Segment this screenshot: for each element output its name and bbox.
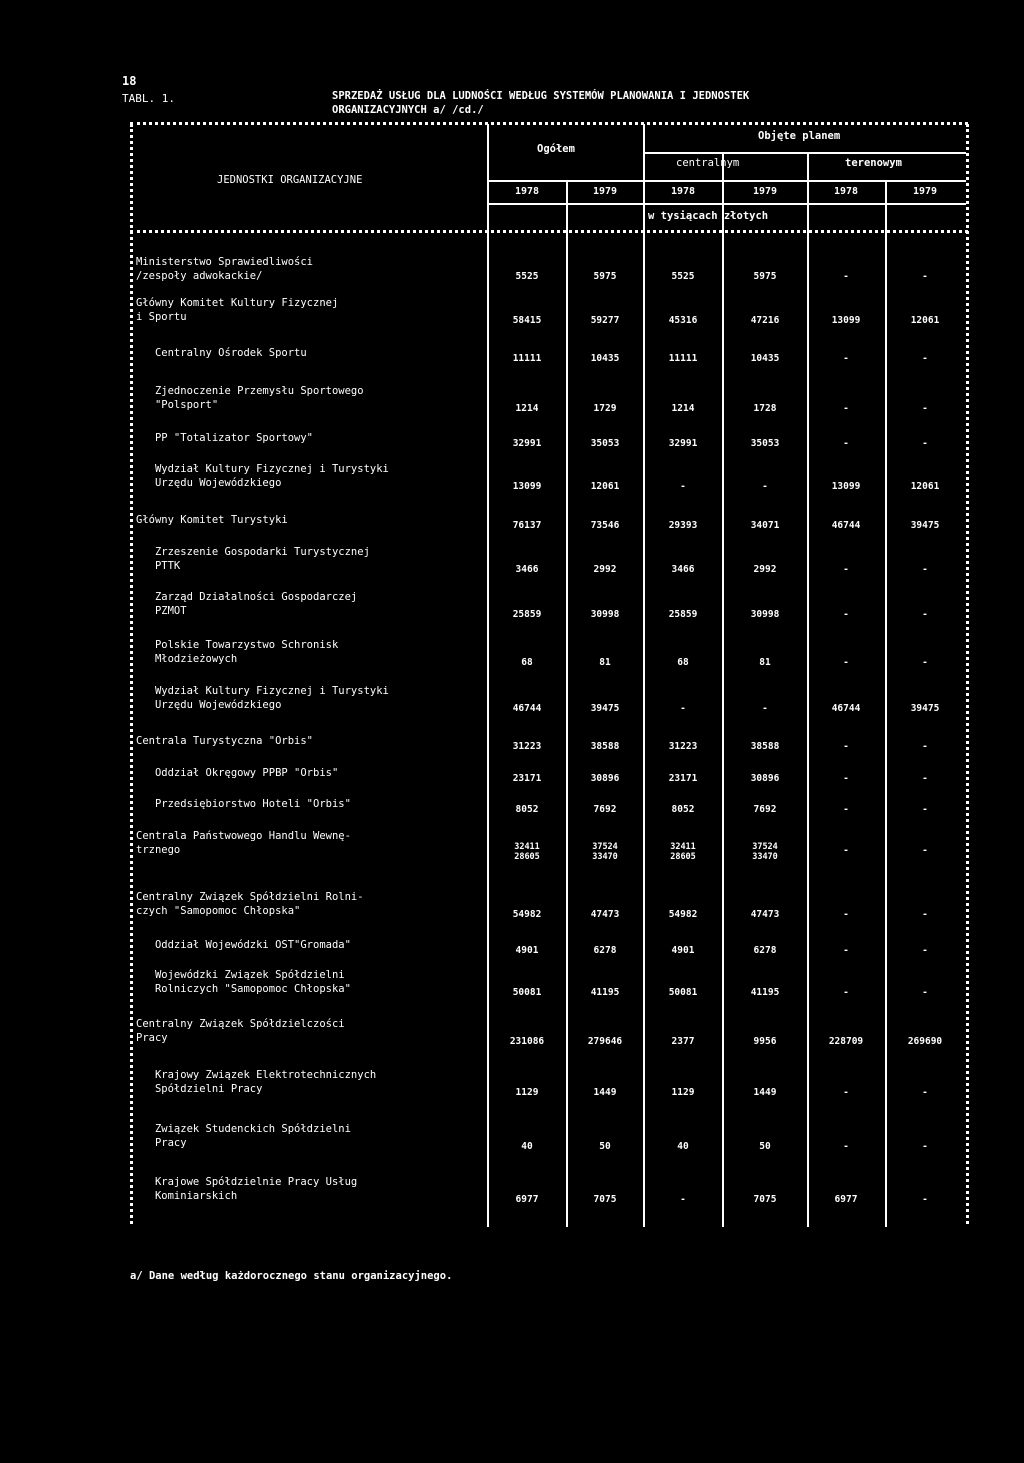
cell-value: -: [922, 773, 928, 784]
cell-value: 59277: [590, 315, 620, 326]
row-label: PP "Totalizator Sportowy": [136, 432, 314, 444]
cell-value: 40: [521, 1141, 533, 1152]
cell-value: -: [843, 609, 849, 620]
cell-value: 7075: [753, 1194, 777, 1205]
row-label: Centrala Państwowego Handlu Wewnę- trznego: [136, 830, 351, 856]
cell-value: -: [922, 564, 928, 575]
header-year: 1978: [833, 186, 859, 197]
cell-value: -: [843, 741, 849, 752]
cell-value: -: [843, 945, 849, 956]
cell-value: 7692: [753, 804, 777, 815]
cell-value: 45316: [668, 315, 698, 326]
cell-value: 7075: [593, 1194, 617, 1205]
cell-value: 5975: [753, 271, 777, 282]
cell-value: 4901: [515, 945, 539, 956]
cell-value: -: [843, 987, 849, 998]
row-label: Przedsiębiorstwo Hoteli "Orbis": [136, 798, 351, 810]
cell-value: 1214: [515, 403, 539, 414]
cell-value: 35053: [590, 438, 620, 449]
cell-value: -: [762, 703, 768, 714]
cell-value: 25859: [512, 609, 542, 620]
cell-value: 76137: [512, 520, 542, 531]
cell-value: 32411 28605: [514, 842, 540, 862]
top-border: [130, 122, 968, 125]
cell-value: 68: [677, 657, 689, 668]
row-label: Ministerstwo Sprawiedliwości /zespoły adwokackie/: [136, 256, 314, 282]
cell-value: -: [922, 804, 928, 815]
cell-value: 81: [599, 657, 611, 668]
cell-value: -: [922, 845, 928, 856]
cell-value: -: [762, 481, 768, 492]
cell-value: 32991: [512, 438, 542, 449]
cell-value: 11111: [668, 353, 698, 364]
cell-value: 8052: [671, 804, 695, 815]
cell-value: 4901: [671, 945, 695, 956]
cell-value: -: [843, 845, 849, 856]
row-label: Centrala Turystyczna "Orbis": [136, 735, 314, 747]
row-label: Wydział Kultury Fizycznej i Turystyki Urzędu Wojewódzkiego: [154, 463, 389, 489]
left-border: [130, 124, 133, 1224]
cell-value: -: [843, 271, 849, 282]
cell-value: 12061: [910, 315, 940, 326]
cell-value: -: [843, 773, 849, 784]
cell-value: -: [922, 271, 928, 282]
cell-value: 2992: [753, 564, 777, 575]
header-year: 1978: [514, 186, 540, 197]
cell-value: 73546: [590, 520, 620, 531]
row-label: Centralny Związek Spółdzielni Rolni- czych "Samopomoc Chłopska": [136, 891, 364, 917]
header-year: 1978: [670, 186, 696, 197]
cell-value: 6977: [834, 1194, 858, 1205]
cell-value: 10435: [750, 353, 780, 364]
row-label: Główny Komitet Kultury Fizycznej i Sportu: [136, 297, 339, 323]
cell-value: -: [922, 609, 928, 620]
cell-value: 13099: [831, 315, 861, 326]
row-label: Zrzeszenie Gospodarki Turystycznej PTTK: [154, 546, 370, 572]
cell-value: -: [922, 741, 928, 752]
cell-value: -: [680, 1194, 686, 1205]
right-border: [966, 124, 969, 1224]
cell-value: 3466: [515, 564, 539, 575]
cell-value: 269690: [907, 1036, 943, 1047]
col-divider-units: [487, 124, 489, 1227]
cell-value: -: [922, 1141, 928, 1152]
row-label: Krajowe Spółdzielnie Pracy Usług Kominiarskich: [154, 1176, 358, 1202]
row-label: Krajowy Związek Elektrotechnicznych Spółdzielni Pracy: [154, 1069, 377, 1095]
cell-value: 47473: [590, 909, 620, 920]
cell-value: 68: [521, 657, 533, 668]
table-title-line1: SPRZEDAŻ USŁUG DLA LUDNOŚCI WEDŁUG SYSTEMÓW PLANOWANIA I JEDNOSTEK: [332, 90, 750, 102]
header-covered: Objęte planem: [758, 130, 841, 142]
cell-value: 30896: [590, 773, 620, 784]
cell-value: 25859: [668, 609, 698, 620]
cell-value: 6278: [753, 945, 777, 956]
cell-value: 1129: [515, 1087, 539, 1098]
col-divider-5: [885, 180, 887, 1227]
cell-value: -: [843, 1087, 849, 1098]
cell-value: 1449: [593, 1087, 617, 1098]
cell-value: 2377: [671, 1036, 695, 1047]
cell-value: 35053: [750, 438, 780, 449]
cell-value: -: [843, 657, 849, 668]
cell-value: -: [680, 481, 686, 492]
cell-value: 10435: [590, 353, 620, 364]
cell-value: 1449: [753, 1087, 777, 1098]
cell-value: 5975: [593, 271, 617, 282]
cell-value: -: [843, 564, 849, 575]
cell-value: 30998: [750, 609, 780, 620]
cell-value: 41195: [750, 987, 780, 998]
cell-value: 47473: [750, 909, 780, 920]
cell-value: 3466: [671, 564, 695, 575]
header-line-years: [487, 180, 966, 182]
cell-value: 50081: [668, 987, 698, 998]
cell-value: 34071: [750, 520, 780, 531]
header-unit-note: w tysiącach złotych: [648, 210, 769, 222]
cell-value: 12061: [910, 481, 940, 492]
cell-value: 23171: [512, 773, 542, 784]
cell-value: -: [922, 945, 928, 956]
header-territorial: terenowym: [845, 157, 902, 169]
cell-value: 58415: [512, 315, 542, 326]
cell-value: 31223: [512, 741, 542, 752]
cell-value: 46744: [831, 520, 861, 531]
header-total: Ogółem: [537, 143, 575, 155]
col-divider-1: [566, 180, 568, 1227]
row-label: Oddział Okręgowy PPBP "Orbis": [136, 767, 339, 779]
table-label: TABL. 1.: [122, 92, 175, 105]
cell-value: 38588: [750, 741, 780, 752]
cell-value: 46744: [512, 703, 542, 714]
cell-value: 54982: [512, 909, 542, 920]
cell-value: 30896: [750, 773, 780, 784]
cell-value: 50: [599, 1141, 611, 1152]
cell-value: 5525: [515, 271, 539, 282]
cell-value: 9956: [753, 1036, 777, 1047]
cell-value: 50: [759, 1141, 771, 1152]
cell-value: 40: [677, 1141, 689, 1152]
cell-value: 2992: [593, 564, 617, 575]
cell-value: 11111: [512, 353, 542, 364]
row-label: Główny Komitet Turystyki: [136, 514, 288, 526]
row-label: Wojewódzki Związek Spółdzielni Rolniczych "Samopomoc Chłopska": [154, 969, 351, 995]
row-label: Zjednoczenie Przemysłu Sportowego "Polsport": [154, 385, 364, 411]
cell-value: 6977: [515, 1194, 539, 1205]
row-label: Zarząd Działalności Gospodarczej PZMOT: [154, 591, 358, 617]
cell-value: 1728: [753, 403, 777, 414]
cell-value: 39475: [910, 520, 940, 531]
cell-value: 37524 33470: [752, 842, 778, 862]
cell-value: -: [843, 909, 849, 920]
header-year: 1979: [912, 186, 938, 197]
cell-value: 1214: [671, 403, 695, 414]
table-title-line2: ORGANIZACYJNYCH a/ /cd./: [332, 104, 484, 116]
cell-value: 47216: [750, 315, 780, 326]
row-label: Centralny Związek Spółdzielczości Pracy: [136, 1018, 345, 1044]
cell-value: 231086: [509, 1036, 545, 1047]
cell-value: 32991: [668, 438, 698, 449]
cell-value: 41195: [590, 987, 620, 998]
header-central: centralnym: [676, 157, 740, 169]
header-year: 1979: [592, 186, 618, 197]
footnote: a/ Dane według każdorocznego stanu organizacyjnego.: [130, 1270, 453, 1282]
cell-value: 12061: [590, 481, 620, 492]
cell-value: 13099: [512, 481, 542, 492]
header-line-unit: [487, 203, 966, 205]
col-divider-4: [807, 152, 809, 1227]
cell-value: 13099: [831, 481, 861, 492]
cell-value: 7692: [593, 804, 617, 815]
header-bottom-border: [130, 230, 968, 233]
cell-value: 32411 28605: [670, 842, 696, 862]
col-divider-2: [643, 124, 645, 1227]
cell-value: 38588: [590, 741, 620, 752]
cell-value: -: [922, 657, 928, 668]
row-label: Oddział Wojewódzki OST"Gromada": [136, 939, 351, 951]
cell-value: 6278: [593, 945, 617, 956]
cell-value: 50081: [512, 987, 542, 998]
row-label: Centralny Ośrodek Sportu: [136, 347, 307, 359]
cell-value: -: [922, 403, 928, 414]
cell-value: 81: [759, 657, 771, 668]
header-units-col: JEDNOSTKI ORGANIZACYJNE: [217, 174, 363, 186]
header-year: 1979: [752, 186, 778, 197]
row-label: Związek Studenckich Spółdzielni Pracy: [154, 1123, 351, 1149]
cell-value: -: [843, 438, 849, 449]
cell-value: 31223: [668, 741, 698, 752]
cell-value: -: [922, 438, 928, 449]
cell-value: 1729: [593, 403, 617, 414]
cell-value: -: [843, 403, 849, 414]
cell-value: 8052: [515, 804, 539, 815]
cell-value: 30998: [590, 609, 620, 620]
cell-value: -: [680, 703, 686, 714]
header-line-plan: [643, 152, 966, 154]
col-divider-3: [722, 152, 724, 1227]
cell-value: 54982: [668, 909, 698, 920]
cell-value: -: [843, 353, 849, 364]
cell-value: -: [922, 987, 928, 998]
cell-value: -: [922, 1194, 928, 1205]
cell-value: 1129: [671, 1087, 695, 1098]
cell-value: -: [922, 1087, 928, 1098]
row-label: Polskie Towarzystwo Schronisk Młodzieżowych: [154, 639, 339, 665]
cell-value: 23171: [668, 773, 698, 784]
cell-value: -: [922, 353, 928, 364]
cell-value: 279646: [587, 1036, 623, 1047]
row-label: Wydział Kultury Fizycznej i Turystyki Urzędu Wojewódzkiego: [154, 685, 389, 711]
cell-value: 39475: [590, 703, 620, 714]
cell-value: 37524 33470: [592, 842, 618, 862]
page-number: 18: [122, 74, 137, 88]
cell-value: 5525: [671, 271, 695, 282]
cell-value: -: [843, 804, 849, 815]
cell-value: 46744: [831, 703, 861, 714]
cell-value: 228709: [828, 1036, 864, 1047]
cell-value: 39475: [910, 703, 940, 714]
cell-value: -: [843, 1141, 849, 1152]
cell-value: -: [922, 909, 928, 920]
cell-value: 29393: [668, 520, 698, 531]
